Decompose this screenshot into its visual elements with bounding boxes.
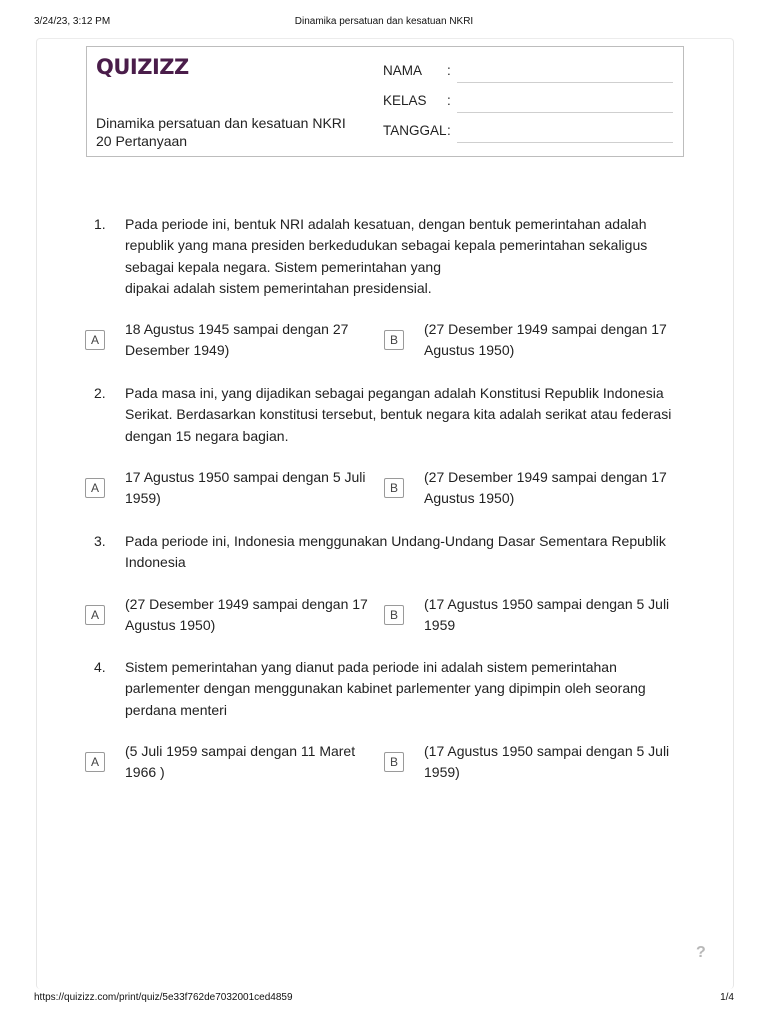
option-line: (27 Desember 1949 sampai dengan 17 [125, 596, 368, 612]
option-line: (17 Agustus 1950 sampai dengan 5 Juli [424, 596, 670, 612]
option-line: 18 Agustus 1945 sampai dengan 27 [125, 321, 349, 337]
print-datetime: 3/24/23, 3:12 PM [34, 16, 111, 27]
question-line: Sistem pemerintahan yang dianut pada periode ini adalah sistem pemerintahan [125, 659, 617, 675]
option-line: Agustus 1950) [424, 342, 515, 359]
question-line: sebagai kepala negara. Sistem pemerintahan yang [125, 258, 441, 275]
option-line: (17 Agustus 1950 sampai dengan 5 Juli [424, 743, 670, 759]
question-line: Indonesia [125, 554, 186, 571]
option-a-box[interactable]: A [85, 330, 105, 350]
quizizz-logo: QUIZIZZ [96, 55, 189, 79]
option-a-text [125, 319, 375, 362]
option-a-box[interactable]: A [85, 605, 105, 625]
question-number: 3. [94, 533, 106, 549]
question-count: 20 Pertanyaan [96, 133, 188, 149]
option-a-box[interactable]: A [85, 478, 105, 498]
field-colon: : [447, 93, 451, 108]
question-line: dengan 15 negara bagian. [125, 427, 289, 444]
option-a-text [125, 741, 375, 784]
option-b-box[interactable]: B [384, 752, 404, 772]
option-b-text [424, 594, 674, 637]
question-number: 4. [94, 659, 106, 675]
question-line: Serikat. Berdasarkan konstitusi tersebut, bentuk negara kita adalah serikat atau federasi [125, 406, 672, 423]
question-text [125, 383, 680, 447]
page-card [36, 38, 734, 989]
field-label-nama: NAMA [383, 63, 423, 78]
option-line: 1959) [424, 764, 460, 781]
option-line: Agustus 1950) [424, 490, 515, 507]
print-header [0, 16, 768, 30]
option-line: 1966 ) [125, 764, 165, 781]
kelas-field[interactable] [457, 112, 673, 113]
question-line: Pada periode ini, bentuk NRI adalah kesatuan, dengan bentuk pemerintahan adalah [125, 216, 647, 232]
print-url: https://quizizz.com/print/quiz/5e33f762de7032001ced4859 [34, 992, 293, 1003]
option-b-text [424, 467, 674, 510]
quiz-info-box [86, 46, 684, 157]
option-line: (27 Desember 1949 sampai dengan 17 [424, 321, 667, 337]
option-line: (5 Juli 1959 sampai dengan 11 Maret [125, 743, 356, 759]
print-title: Dinamika persatuan dan kesatuan NKRI [294, 16, 474, 27]
tanggal-field[interactable] [457, 142, 673, 143]
field-colon: : [447, 123, 451, 138]
quiz-title: Dinamika persatuan dan kesatuan NKRI [96, 115, 346, 131]
question-number: 2. [94, 385, 106, 401]
option-b-text [424, 319, 674, 362]
question-line: republik yang mana presiden berkedudukan sebagai kepala pemerintahan sekaligus [125, 237, 648, 254]
question-line: perdana menteri [125, 701, 227, 718]
question-text [125, 657, 680, 721]
option-line: 1959) [125, 490, 161, 507]
question-number: 1. [94, 216, 106, 232]
question-line: Pada periode ini, Indonesia menggunakan Undang-Undang Dasar Sementara Republik [125, 533, 666, 549]
field-colon: : [447, 63, 451, 78]
option-line: Desember 1949) [125, 342, 230, 359]
question-line: parlementer dengan menggunakan kabinet parlementer yang dipimpin oleh seorang [125, 680, 646, 697]
option-line: Agustus 1950) [125, 617, 216, 634]
field-label-kelas: KELAS [383, 93, 427, 108]
question-text [125, 531, 680, 574]
question-text [125, 214, 680, 299]
option-a-text [125, 467, 375, 510]
option-a-box[interactable]: A [85, 752, 105, 772]
option-b-box[interactable]: B [384, 478, 404, 498]
option-b-box[interactable]: B [384, 330, 404, 350]
option-b-text [424, 741, 674, 784]
field-label-tanggal: TANGGAL [383, 123, 447, 138]
option-line: 1959 [424, 617, 456, 634]
option-b-box[interactable]: B [384, 605, 404, 625]
option-line: (27 Desember 1949 sampai dengan 17 [424, 469, 667, 485]
print-footer [0, 992, 768, 1006]
option-line: 17 Agustus 1950 sampai dengan 5 Juli [125, 469, 366, 485]
nama-field[interactable] [457, 82, 673, 83]
question-line: dipakai adalah sistem pemerintahan presidensial. [125, 279, 432, 296]
page-number: 1/4 [720, 992, 734, 1003]
option-a-text [125, 594, 375, 637]
help-icon[interactable]: ? [696, 944, 706, 961]
question-line: Pada masa ini, yang dijadikan sebagai pegangan adalah Konstitusi Republik Indonesia [125, 385, 664, 401]
